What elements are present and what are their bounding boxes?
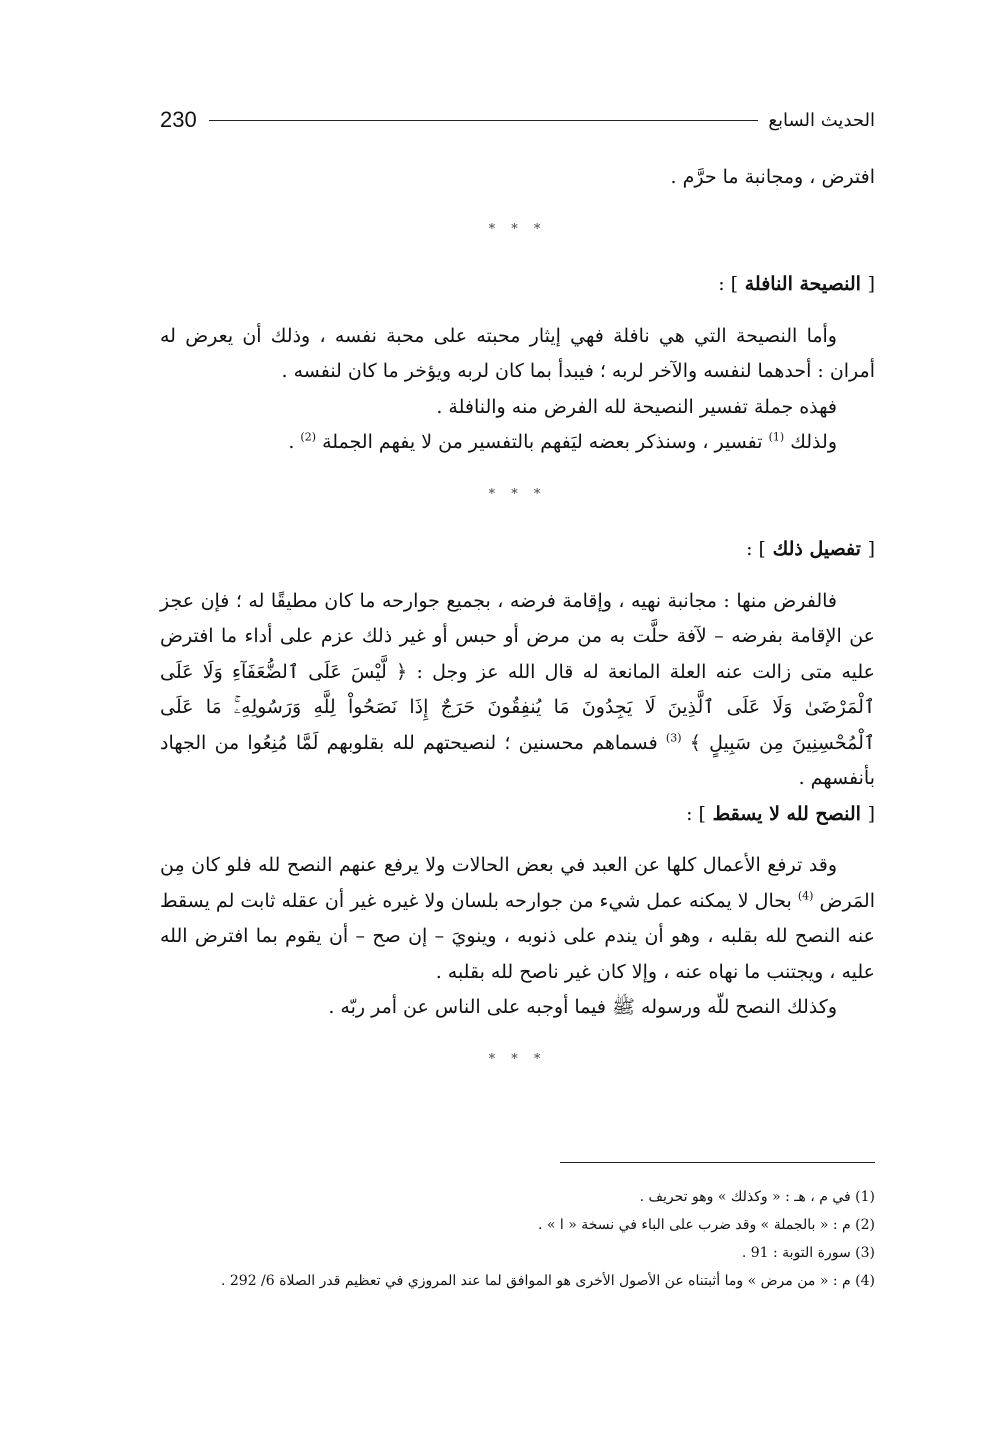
footnote: (4) م : « من مرض » وما أثبتناه عن الأصول الأخرى هو الموافق لما عند المروزي في تعظيم قدر الصلاة 6/ 292 .	[220, 1273, 875, 1289]
footnote: (3) سورة التوبة : 91 .	[741, 1245, 875, 1261]
quran-verse: ﴿ لَّيْسَ عَلَى ٱلضُّعَفَآءِ وَلَا عَلَى ٱلْمَرْضَىٰ وَلَا عَلَى ٱلَّذِينَ لَا يَجِدُونَ مَا يُنفِقُونَ حَرَجٌ إِذَا نَصَحُواْ لِلَّهِ وَرَسُولِهِۦۚ مَا عَلَى ٱلْمُحْسِنِينَ مِن سَبِيلٍ ﴾	[160, 660, 876, 754]
paragraph: فالفرض منها : مجانبة نهيه ، وإقامة فرضه ، بجميع جوارحه ما كان مطيقًا له ؛ فإن عجز عن الإقامة بفرضه – لآفة حلَّت به من مرض أو حبس أو غير ذلك عزم على أداء ما افترض عليه متى زالت عنه العلة المانعة له قال الله عز وجل : ﴿ لَّيْسَ عَلَى ٱلضُّعَفَآءِ وَلَا عَلَى ٱلْمَرْضَىٰ وَلَا عَلَى ٱلَّذِينَ لَا يَجِدُونَ مَا يُنفِقُونَ حَرَجٌ إِذَا نَصَحُواْ لِلَّهِ وَرَسُولِهِۦۚ مَا عَلَى ٱلْمُحْسِنِينَ مِن سَبِيلٍ ﴾ $^{(3)}$ فسماهم محسنين ؛ لنصيحتهم لله بقلوبهم لَمَّا مُنِعُوا من الجهاد بأنفسهم .	[160, 589, 876, 789]
paragraph: وكذلك النصح للّه ورسوله ﷺ فيما أوجبه على الناس عن أمر ربّه .	[328, 996, 837, 1018]
footnotes	[150, 1183, 875, 1295]
footnote-marker: (1)	[768, 430, 785, 444]
footnote-rule	[560, 1162, 875, 1163]
section-separator: * * *	[488, 486, 547, 502]
running-header	[160, 103, 875, 137]
paragraph: ولذلك $^{(1)}$ تفسير ، وسنذكر بعضه ليَفهم بالتفسير من لا يفهم الجملة $^{(2)}$ .	[288, 430, 837, 453]
heading-text: تفصيل ذلك	[772, 538, 861, 560]
paragraph: وأما النصيحة التي هي نافلة فهي إيثار محبته على محبة نفسه ، وذلك أن يعرض له أمران : أحدهما لنفسه والآخر لربه ؛ فيبدأ بما كان لربه ويؤخر ما كان لنفسه .	[160, 324, 875, 382]
section-heading: [ النصيحة النافلة ] :	[718, 273, 875, 295]
section-heading: [ تفصيل ذلك ] :	[746, 538, 875, 560]
footnote-marker: (4)	[797, 889, 814, 903]
section-separator: * * *	[488, 1051, 547, 1067]
heading-text: النصح لله لا يسقط	[712, 802, 861, 825]
paragraph: وقد ترفع الأعمال كلها عن العبد في بعض الحالات ولا يرفع عنهم النصح لله فلو كان مِن المَرض $^{(4)}$ بحال لا يمكنه عمل شيء من جوارحه بلسان ولا غيره غير أن عقله ثابت لم يسقط عنه النصح لله بقلبه ، وهو أن يندم على ذنوبه ، وينويَ – إن صح – أن يقوم بما افترض الله عليه ، ويجتنب ما نهاه عنه ، وإلا كان غير ناصح لله بقلبه .	[160, 854, 875, 983]
section-heading: [ النصح لله لا يسقط ] :	[686, 802, 875, 825]
chapter-title: الحديث السابع	[768, 109, 875, 131]
heading-text: النصيحة النافلة	[744, 273, 861, 295]
footnote: (1) في م ، هـ : « وكذلك » وهو تحريف .	[639, 1189, 875, 1205]
footnote: (2) م : « بالجملة » وقد ضرب على الباء في نسخة « ا » .	[537, 1217, 875, 1233]
main-text	[160, 160, 875, 1077]
footnote-marker: (2)	[300, 430, 317, 444]
page-number: 230	[160, 107, 197, 132]
section-separator: * * *	[488, 221, 547, 237]
paragraph: فهذه جملة تفسير النصيحة لله الفرض منه والنافلة .	[436, 395, 837, 418]
footnote-marker: (3)	[665, 731, 682, 745]
header-rule	[209, 120, 759, 121]
paragraph: افترض ، ومجانبة ما حرَّم .	[670, 166, 875, 188]
